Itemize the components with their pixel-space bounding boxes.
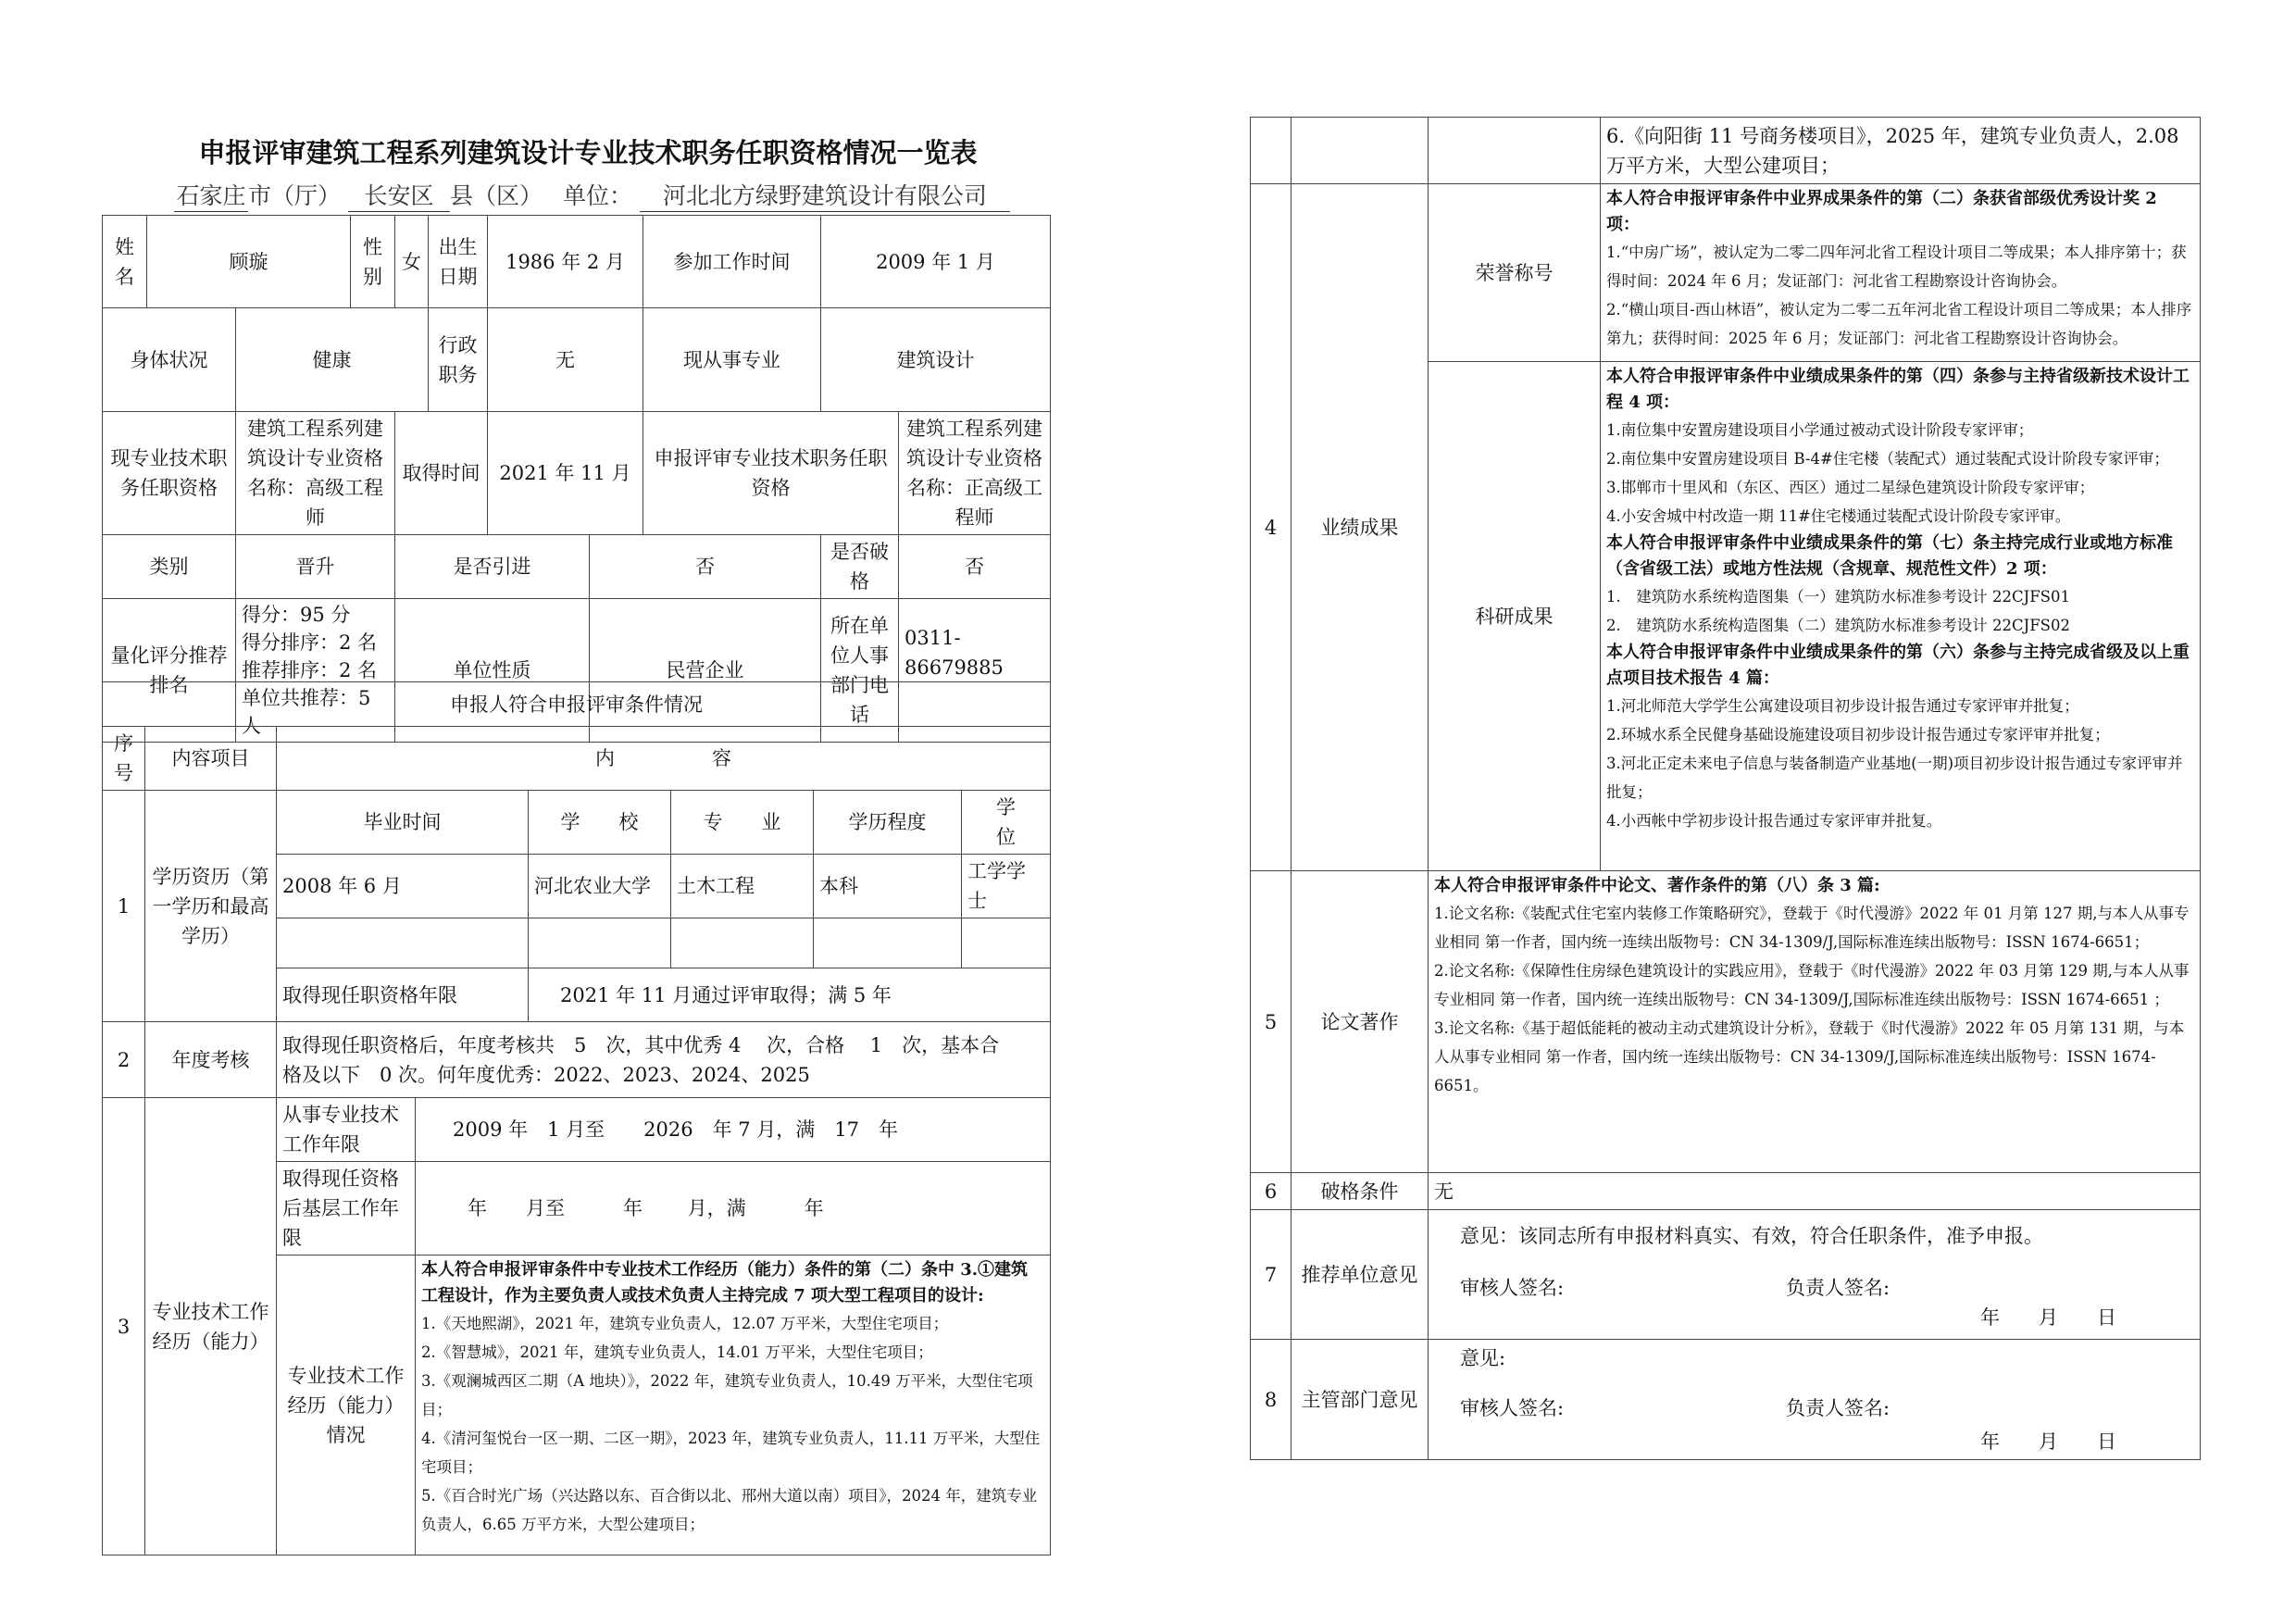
honor-item: 2.“横山项目-西山林语”，被认定为二零二五年河北省工程设计项目二等成果；本人排序第九；获得时间：2025 年 6 月；发证部门：河北省工程勘察设计咨询协会。 <box>1606 301 2192 347</box>
hr-phone: 0311-86679885 <box>899 599 1051 743</box>
career-project: 5.《百合时光广场（兴达路以东、百合街以北、邢州大道以南）项目》，2024 年，建筑专业负责人，6.65 万平方米，大型公建项目； <box>421 1487 1038 1533</box>
authority-label: 主管部门意见 <box>1292 1340 1429 1460</box>
research-item: 1.河北师范大学学生公寓建设项目初步设计报告通过专家评审并批复； <box>1606 697 2079 715</box>
career-no: 3 <box>103 1098 145 1555</box>
career-project-6: 6.《向阳街 11 号商务楼项目》，2025 年，建筑专业负责人，2.08 万平方米，大型公建项目； <box>1601 118 2201 184</box>
paper-item: 2.论文名称:《保障性住房绿色建筑设计的实践应用》，登载于《时代漫游》2022 年 03 月第 129 期,与本人从事专业相同 第一作者，国内统一连续出版物号：CN 34-1309/J,国际标准连续出版物号：ISSN 1674-6651 ； <box>1434 962 2190 1008</box>
page-title: 申报评审建筑工程系列建筑设计专业技术职务任职资格情况一览表 <box>198 137 978 169</box>
career-ability <box>416 1255 1051 1555</box>
edu-years-label: 取得现任职资格年限 <box>277 968 529 1022</box>
break-cond-label: 破格条件 <box>1292 1173 1429 1210</box>
score-line: 单位共推荐：5 人 <box>242 687 371 737</box>
content-header: 内 容 <box>277 727 1051 791</box>
health-label: 身体状况 <box>103 308 236 412</box>
career-project: 1.《天地熙湖》，2021 年，建筑专业负责人，12.07 万平米，大型住宅项目； <box>421 1315 949 1332</box>
papers-label: 论文著作 <box>1292 871 1429 1173</box>
edu-empty-cell <box>277 918 529 968</box>
gender-label: 性别 <box>351 216 395 308</box>
recommend-no: 7 <box>1251 1210 1292 1340</box>
recommend-label: 推荐单位意见 <box>1292 1210 1429 1340</box>
unit-value: 河北北方绿野建筑设计有限公司 <box>640 178 1010 212</box>
edu-empty-cell <box>529 918 671 968</box>
break-cond-value: 无 <box>1429 1173 2201 1210</box>
annual-text <box>277 1022 1051 1098</box>
authority-no: 8 <box>1251 1340 1292 1460</box>
career-years-label: 从事专业技术工作年限 <box>277 1098 416 1162</box>
career-label: 专业技术工作经历（能力） <box>145 1098 277 1555</box>
papers-head: 本人符合申报评审条件中论文、著作条件的第（八）条 3 篇: <box>1434 876 1880 895</box>
recommend-leader: 负责人签名: <box>1786 1277 1890 1299</box>
research-item: 2. 建筑防水系统构造图集（二）建筑防水标准参考设计 22CJFS02 <box>1606 617 2070 634</box>
career-ability-head: 本人符合申报评审条件中专业技术工作经历（能力）条件的第（二）条中 3.①建筑工程设计，作为主要负责人或技术负责人主持完成 7 项大型工程项目的设计: <box>421 1260 1029 1305</box>
item-header: 内容项目 <box>145 727 277 791</box>
career-ability-label: 专业技术工作经历（能力）情况 <box>277 1255 416 1555</box>
work-start-label: 参加工作时间 <box>643 216 821 308</box>
score-label: 量化评分推荐排名 <box>103 599 236 743</box>
birth-value: 1986 年 2 月 <box>488 216 643 308</box>
edu-empty-cell <box>671 918 814 968</box>
research-item: 2.南位集中安置房建设项目 B-4#住宅楼（装配式）通过装配式设计阶段专家评审； <box>1606 450 2169 468</box>
apply-label: 申报评审专业技术职务任职资格 <box>643 412 899 535</box>
work-start-value: 2009 年 1 月 <box>821 216 1051 308</box>
score-line: 得分：95 分 <box>242 604 351 626</box>
edu-empty-cell <box>962 918 1051 968</box>
intro-value: 否 <box>590 535 821 599</box>
career-project: 4.《清河玺悦台一区一期、二区一期》，2023 年，建筑专业负责人，11.11 万平米，大型住宅项目； <box>421 1430 1041 1476</box>
honor-content <box>1601 184 2201 362</box>
edu-no: 1 <box>103 791 145 1022</box>
edu-major: 土木工程 <box>671 855 814 918</box>
gender-value: 女 <box>395 216 429 308</box>
research-item: 2.环城水系全民健身基础设施建设项目初步设计报告通过专家评审并批复； <box>1606 726 2110 743</box>
hr-label: 所在单位人事部门电话 <box>821 599 899 743</box>
research-item: 1. 建筑防水系统构造图集（一）建筑防水标准参考设计 22CJFS01 <box>1606 588 2070 606</box>
edu-label: 学历资历（第一学历和最高学历） <box>145 791 277 1022</box>
edu-level-header: 学历程度 <box>814 791 962 855</box>
authority-content <box>1429 1340 2201 1460</box>
annual-no: 2 <box>103 1022 145 1098</box>
obtain-label: 取得时间 <box>395 412 488 535</box>
edu-years: 2021 年 11 月通过评审取得；满 5 年 <box>529 968 1051 1022</box>
city-value: 石家庄 <box>174 178 248 212</box>
edu-school: 河北农业大学 <box>529 855 671 918</box>
research-head: 本人符合申报评审条件中业绩成果条件的第（七）条主持完成行业或地方标准（含省级工法）或地方性法规（含规章、规范性文件）2 项： <box>1606 533 2173 579</box>
major-value: 建筑设计 <box>821 308 1051 412</box>
paper-item: 1.论文名称:《装配式住宅室内装修工作策略研究》，登载于《时代漫游》2022 年 01 月第 127 期,与本人从事专业相同 第一作者，国内统一连续出版物号：CN 34-1309/J,国际标准连续出版物号：ISSN 1674-6651； <box>1434 905 2190 951</box>
break-label: 是否破格 <box>821 535 899 599</box>
research-content <box>1601 362 2201 871</box>
cont-empty-no <box>1251 118 1292 184</box>
career-years: 2009 年 1 月至 2026 年 7 月，满 17 年 <box>416 1098 1051 1162</box>
research-item: 3.河北正定未来电子信息与装备制造产业基地(一期)项目初步设计报告通过专家评审并批复； <box>1606 755 2183 801</box>
cont-empty-sub <box>1429 118 1601 184</box>
name-value: 顾璇 <box>147 216 351 308</box>
edu-major-header: 专 业 <box>671 791 814 855</box>
annual-label: 年度考核 <box>145 1022 277 1098</box>
basic-info-table <box>102 215 1051 743</box>
seq-header: 序号 <box>103 727 145 791</box>
research-item: 3.邯郸市十里风和（东区、西区）通过二星绿色建筑设计阶段专家评审； <box>1606 479 2095 496</box>
name-label: 姓名 <box>103 216 147 308</box>
edu-degree-header: 学 位 <box>962 791 1051 855</box>
break-no: 6 <box>1251 1173 1292 1210</box>
research-item: 1.南位集中安置房建设项目小学通过被动式设计阶段专家评审； <box>1606 421 2034 439</box>
unit-line <box>174 178 1010 212</box>
career-base: 年 月至 年 月，满 年 <box>416 1162 1051 1255</box>
obtain-value: 2021 年 11 月 <box>488 412 643 535</box>
achieve-no: 4 <box>1251 184 1292 871</box>
type-value: 晋升 <box>236 535 395 599</box>
unit-label: 单位： <box>562 182 632 209</box>
county-value: 长安区 <box>348 178 450 212</box>
papers-no: 5 <box>1251 871 1292 1173</box>
authority-reviewer: 审核人签名: <box>1460 1397 1565 1419</box>
recommend-content <box>1429 1210 2201 1340</box>
recommend-opinion: 意见：该同志所有申报材料真实、有效，符合任职条件，准予申报。 <box>1460 1225 2043 1247</box>
city-suffix: 市（厅） <box>248 182 342 209</box>
edu-time: 2008 年 6 月 <box>277 855 529 918</box>
health-value: 健康 <box>236 308 429 412</box>
annual-line: 取得现任职资格后，年度考核共 5 次，其中优秀 4 次，合格 1 次，基本合 <box>282 1033 1000 1056</box>
birth-label: 出生日期 <box>429 216 488 308</box>
edu-empty-cell <box>814 918 962 968</box>
career-base-label: 取得现任资格后基层工作年限 <box>277 1162 416 1255</box>
recommend-date: 年 月 日 <box>1980 1306 2116 1329</box>
cur-qual-label: 现专业技术职务任职资格 <box>103 412 236 535</box>
research-item: 4.小西帐中学初步设计报告通过专家评审并批复。 <box>1606 812 1942 830</box>
score-line: 推荐排序：2 名 <box>242 659 378 681</box>
achieve-label: 业绩成果 <box>1292 184 1429 871</box>
cur-qual-value: 建筑工程系列建筑设计专业资格名称：高级工程师 <box>236 412 395 535</box>
edu-degree: 工学学士 <box>962 855 1051 918</box>
annual-line: 格及以下 0 次。何年度优秀：2022、2023、2024、2025 <box>282 1063 810 1086</box>
nature-value: 民营企业 <box>590 599 821 743</box>
research-head: 本人符合申报评审条件中业绩成果条件的第（六）条参与主持完成省级及以上重点项目技术报告 4 篇： <box>1606 643 2190 688</box>
papers-content <box>1429 871 2201 1173</box>
honor-head: 本人符合申报评审条件中业界成果条件的第（二）条获省部级优秀设计奖 2 项： <box>1606 189 2157 234</box>
intro-label: 是否引进 <box>395 535 590 599</box>
research-head: 本人符合申报评审条件中业绩成果条件的第（四）条参与主持省级新技术设计工程 4 项： <box>1606 367 2190 412</box>
honor-item: 1.“中房广场”，被认定为二零二四年河北省工程设计项目二等成果；本人排序第十；获得时间：2024 年 6 月；发证部门：河北省工程勘察设计咨询协会。 <box>1606 244 2187 290</box>
major-label: 现从事专业 <box>643 308 821 412</box>
career-project: 3.《观澜城西区二期（A 地块）》，2022 年，建筑专业负责人，10.49 万平米，大型住宅项目； <box>421 1372 1033 1418</box>
edu-school-header: 学 校 <box>529 791 671 855</box>
paper-item: 3.论文名称:《基于超低能耗的被动主动式建筑设计分析》，登载于《时代漫游》2022 年 05 月第 131 期，与本人从事专业相同 第一作者，国内统一连续出版物号：CN 34-1309/J,国际标准连续出版物号：ISSN 1674-6651。 <box>1434 1019 2185 1094</box>
county-suffix: 县（区） <box>449 182 543 209</box>
recommend-reviewer: 审核人签名: <box>1460 1277 1565 1299</box>
authority-opinion: 意见: <box>1460 1347 1506 1369</box>
career-project: 2.《智慧城》，2021 年，建筑专业负责人，14.01 万平米，大型住宅项目； <box>421 1343 933 1361</box>
nature-label: 单位性质 <box>395 599 590 743</box>
section-header: 申报人符合申报评审条件情况 <box>103 682 1051 727</box>
conditions-table <box>102 681 1054 1555</box>
honor-label: 荣誉称号 <box>1429 184 1601 362</box>
admin-value: 无 <box>488 308 643 412</box>
conditions-table-cont <box>1250 117 2201 1460</box>
score-line: 得分排序：2 名 <box>242 631 378 654</box>
admin-label: 行政职务 <box>429 308 488 412</box>
apply-value: 建筑工程系列建筑设计专业资格名称：正高级工程师 <box>899 412 1051 535</box>
authority-date: 年 月 日 <box>1980 1430 2116 1453</box>
type-label: 类别 <box>103 535 236 599</box>
research-item: 4.小安舍城中村改造一期 11#住宅楼通过装配式设计阶段专家评审。 <box>1606 507 2071 525</box>
edu-time-header: 毕业时间 <box>277 791 529 855</box>
break-value: 否 <box>899 535 1051 599</box>
cont-empty-label <box>1292 118 1429 184</box>
authority-leader: 负责人签名: <box>1786 1397 1890 1419</box>
research-label: 科研成果 <box>1429 362 1601 871</box>
edu-level: 本科 <box>814 855 962 918</box>
